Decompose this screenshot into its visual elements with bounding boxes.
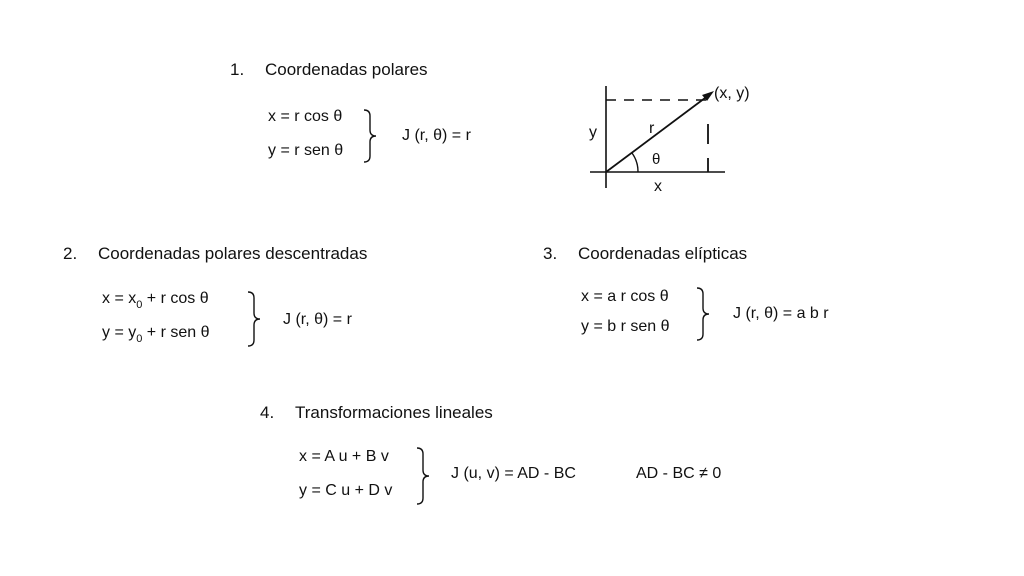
equation-x: x = r cos θ xyxy=(268,108,343,125)
section-heading xyxy=(543,244,747,264)
section-linear xyxy=(260,403,493,423)
section-heading xyxy=(230,60,428,80)
equation-x: x = a r cos θ xyxy=(581,288,669,305)
section-number: 4. xyxy=(260,403,275,422)
polar-diagram xyxy=(585,78,775,198)
subscript: 0 xyxy=(136,299,143,311)
right-brace-icon xyxy=(362,108,378,164)
section-title: Transformaciones lineales xyxy=(295,403,493,422)
jacobian-linear: J (u, v) = AD - BC xyxy=(451,465,576,482)
equation-y-rhs: + r sen θ xyxy=(142,324,210,341)
jacobian-elliptic: J (r, θ) = a b r xyxy=(733,305,829,322)
right-brace-icon xyxy=(695,286,711,342)
equation-y xyxy=(102,324,210,345)
section-polar xyxy=(230,60,428,80)
jacobian-polar-offset: J (r, θ) = r xyxy=(283,311,352,328)
jacobian-condition: AD - BC ≠ 0 xyxy=(636,465,722,482)
section-polar-offset xyxy=(63,244,367,264)
equation-y: y = C u + D v xyxy=(299,482,393,499)
jacobian-polar: J (r, θ) = r xyxy=(402,127,471,144)
equation-x-lhs: x = x xyxy=(102,290,137,307)
equation-x-rhs: + r cos θ xyxy=(142,290,209,307)
section-heading xyxy=(63,244,367,264)
equation-x xyxy=(102,290,209,311)
section-title: Coordenadas polares descentradas xyxy=(98,244,368,263)
equation-x: x = A u + B v xyxy=(299,448,389,465)
section-elliptic xyxy=(543,244,747,264)
section-number: 1. xyxy=(230,60,245,79)
section-heading xyxy=(260,403,493,423)
radius-label: r xyxy=(649,120,655,137)
equation-y: y = b r sen θ xyxy=(581,318,670,335)
right-brace-icon xyxy=(246,290,262,348)
section-title: Coordenadas polares xyxy=(265,60,428,79)
angle-label: θ xyxy=(652,151,661,168)
subscript: 0 xyxy=(136,333,143,345)
point-label: (x, y) xyxy=(714,85,750,102)
section-title: Coordenadas elípticas xyxy=(578,244,748,263)
y-axis-label: y xyxy=(589,124,597,141)
section-number: 3. xyxy=(543,244,558,263)
x-axis-label: x xyxy=(654,178,662,195)
right-brace-icon xyxy=(415,446,431,506)
angle-arc xyxy=(632,153,638,172)
equation-y: y = r sen θ xyxy=(268,142,344,159)
equation-y-lhs: y = y xyxy=(102,324,137,341)
section-number: 2. xyxy=(63,244,78,263)
